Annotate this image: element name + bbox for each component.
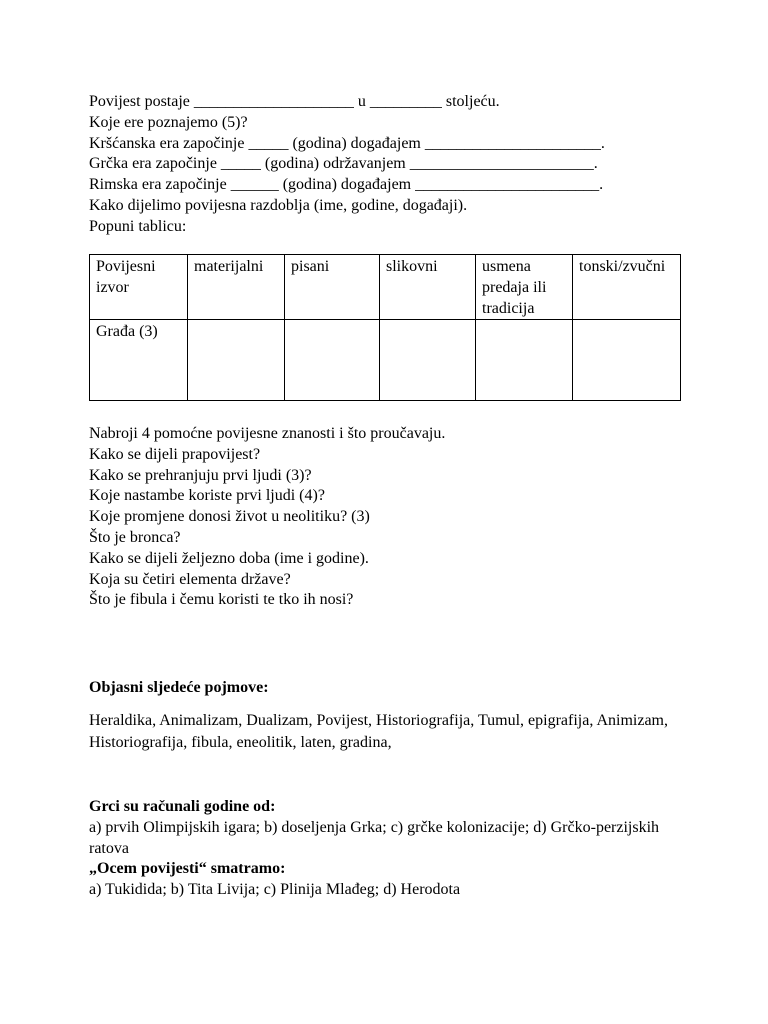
- multiple-choice-section: [89, 797, 674, 901]
- table-header-row: [90, 255, 681, 320]
- table-header-cell: materijalni: [188, 255, 285, 320]
- question-line: Popuni tablicu:: [89, 217, 187, 235]
- question-line: Povijest postaje ____________________ u _________ stoljeću.: [89, 93, 500, 110]
- table-cell[interactable]: [476, 320, 573, 401]
- question-line: Kako se dijeli prapovijest?: [89, 445, 261, 463]
- mc-options: a) prvih Olimpijskih igara; b) doseljenja Grka; c) grčke kolonizacije; d) Grčko-perzijskih ratova: [89, 818, 660, 857]
- question-line: Kako se prehranjuju prvi ljudi (3)?: [89, 466, 312, 484]
- table-cell[interactable]: [380, 320, 476, 401]
- question-line: Nabroji 4 pomoćne povijesne znanosti i što proučavaju.: [89, 425, 446, 442]
- table-header-cell: usmena predaja ili tradicija: [476, 255, 573, 320]
- table-header-cell: pisani: [285, 255, 380, 320]
- table-cell[interactable]: [188, 320, 285, 401]
- table-row: [90, 320, 681, 401]
- table-cell[interactable]: [573, 320, 681, 401]
- question-line: Koje ere poznajemo (5)?: [89, 113, 248, 131]
- mc-options: a) Tukidida; b) Tita Livija; c) Plinija Mlađeg; d) Herodota: [89, 881, 461, 899]
- mc-question: „Ocem povijesti“ smatramo:: [89, 860, 286, 878]
- table-cell[interactable]: [285, 320, 380, 401]
- question-line: Koje nastambe koriste prvi ljudi (4)?: [89, 487, 325, 505]
- table-header-cell: tonski/zvučni: [573, 255, 681, 320]
- table-header-cell: Povijesni izvor: [90, 255, 188, 320]
- mc-question: Grci su računali godine od:: [89, 798, 276, 815]
- question-line: Grčka era započinje _____ (godina) održavanjem _______________________.: [89, 155, 598, 173]
- terms-title: Objasni sljedeće pojmove:: [89, 679, 269, 696]
- question-line: Koja su četiri elementa države?: [89, 570, 291, 588]
- question-line: Rimska era započinje ______ (godina) događajem _______________________.: [89, 176, 604, 194]
- question-line: Kako dijelimo povijesna razdoblja (ime, godine, događaji).: [89, 196, 468, 214]
- question-line: Koje promjene donosi život u neolitiku? (3): [89, 508, 370, 526]
- questions-top: [89, 92, 689, 238]
- question-line: Kršćanska era započinje _____ (godina) događajem ______________________.: [89, 134, 605, 152]
- question-line: Što je fibula i čemu koristi te tko ih nosi?: [89, 591, 354, 609]
- sources-table: [89, 254, 681, 401]
- terms-list: Heraldika, Animalizam, Dualizam, Povijest, Historiografija, Tumul, epigrafija, Animizam, Historiografija, fibula, eneolitik, laten, gradina,: [89, 712, 668, 751]
- table-row-label: Građa (3): [90, 320, 188, 401]
- questions-middle: [89, 424, 445, 611]
- table-header-cell: slikovni: [380, 255, 476, 320]
- question-line: Kako se dijeli željezno doba (ime i godine).: [89, 549, 369, 567]
- question-line: Što je bronca?: [89, 528, 181, 546]
